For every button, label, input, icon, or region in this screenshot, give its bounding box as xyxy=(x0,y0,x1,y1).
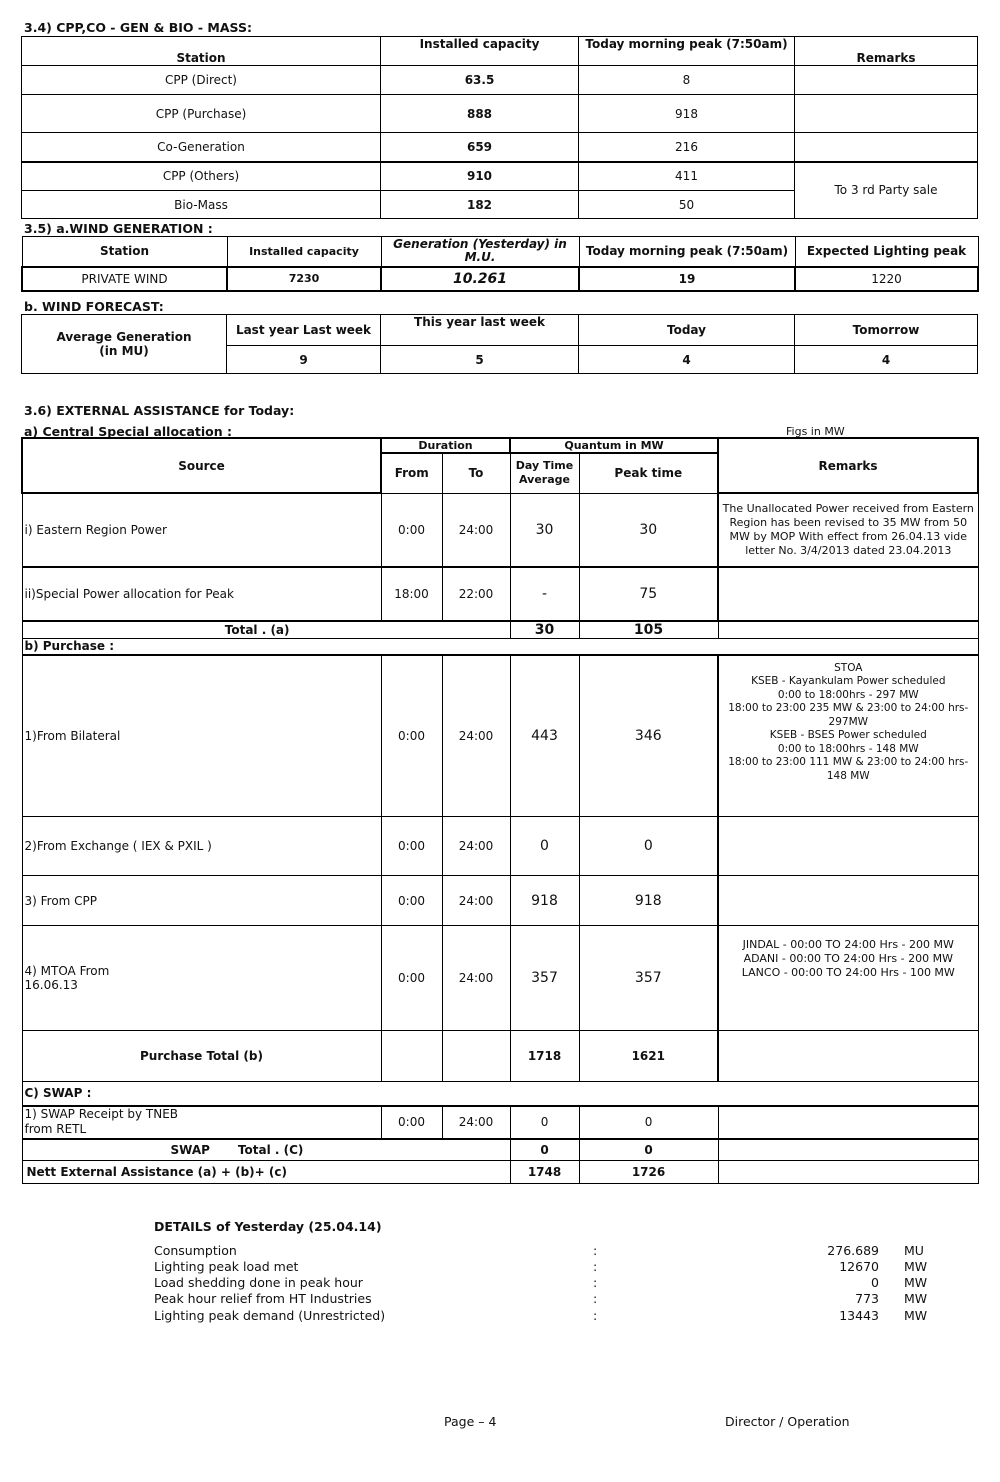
avg-cell: 0 xyxy=(510,817,579,876)
section-3-4-heading: 3.4) CPP,CO - GEN & BIO - MASS: xyxy=(24,20,252,35)
col-station: Station xyxy=(22,37,381,66)
empty-cell xyxy=(442,1031,510,1082)
details-heading: DETAILS of Yesterday (25.04.14) xyxy=(154,1219,382,1234)
col-today: Today xyxy=(579,315,795,346)
empty-cell xyxy=(718,817,978,876)
col-installed: Installed capacity xyxy=(381,37,579,66)
details-value: 773 xyxy=(855,1291,879,1306)
from-cell: 18:00 xyxy=(381,567,442,621)
col-source: Source xyxy=(22,438,381,493)
details-unit: MW xyxy=(904,1308,928,1323)
empty-cell xyxy=(718,1161,978,1184)
table-row xyxy=(22,267,978,291)
table-row xyxy=(22,95,978,133)
table-row xyxy=(22,876,978,926)
col-generation: Generation (Yesterday) in M.U. xyxy=(381,237,579,267)
forecast-value: 9 xyxy=(227,346,381,374)
from-cell: 0:00 xyxy=(381,817,442,876)
nett-peak: 1726 xyxy=(579,1161,718,1184)
col-remarks: Remarks xyxy=(795,37,978,66)
to-cell: 22:00 xyxy=(442,567,510,621)
swap-heading: C) SWAP : xyxy=(22,1082,978,1106)
station-name: CPP (Direct) xyxy=(22,66,381,95)
wind-forecast-table xyxy=(21,314,978,374)
station-name: CPP (Others) xyxy=(22,162,381,191)
to-cell: 24:00 xyxy=(442,493,510,567)
details-label: Peak hour relief from HT Industries xyxy=(154,1291,372,1306)
section-row xyxy=(22,1082,978,1106)
wind-forecast-heading: b. WIND FORECAST: xyxy=(24,299,164,314)
source-cell: 4) MTOA From 16.06.13 xyxy=(22,926,381,1031)
peak-cell: 918 xyxy=(579,876,718,926)
table-header-row xyxy=(22,315,978,346)
total-b-avg: 1718 xyxy=(510,1031,579,1082)
remarks-line: KSEB - Kayankulam Power scheduled xyxy=(751,675,946,687)
col-last-year: Last year Last week xyxy=(227,315,381,346)
to-cell: 24:00 xyxy=(442,926,510,1031)
source-cell: i) Eastern Region Power xyxy=(22,493,381,567)
table-row xyxy=(22,1106,978,1139)
col-peak: Today morning peak (7:50am) xyxy=(579,37,795,66)
installed-value: 910 xyxy=(381,162,579,191)
generation-value: 10.261 xyxy=(381,267,579,291)
details-value: 276.689 xyxy=(827,1243,879,1258)
table-header-row xyxy=(22,237,978,267)
peak-cell: 346 xyxy=(579,655,718,817)
lighting-value: 1220 xyxy=(795,267,978,291)
total-c-avg: 0 xyxy=(510,1139,579,1161)
details-unit: MW xyxy=(904,1275,928,1290)
remarks-line: JINDAL - 00:00 TO 24:00 Hrs - 200 MW xyxy=(742,938,954,951)
total-c-peak: 0 xyxy=(579,1139,718,1161)
avg-cell: - xyxy=(510,567,579,621)
to-cell: 24:00 xyxy=(442,817,510,876)
peak-cell: 75 xyxy=(579,567,718,621)
peak-value: 918 xyxy=(579,95,795,133)
forecast-value: 4 xyxy=(795,346,978,374)
peak-value: 8 xyxy=(579,66,795,95)
col-from: From xyxy=(381,453,442,493)
section-row xyxy=(22,639,978,655)
installed-value: 7230 xyxy=(227,267,381,291)
col-peak-time: Peak time xyxy=(579,453,718,493)
peak-value: 411 xyxy=(579,162,795,191)
source-cell: ii)Special Power allocation for Peak xyxy=(22,567,381,621)
col-tomorrow: Tomorrow xyxy=(795,315,978,346)
remarks-line: KSEB - BSES Power scheduled xyxy=(769,729,927,741)
remarks-cell xyxy=(718,655,978,817)
total-row xyxy=(22,1139,978,1161)
col-station: Station xyxy=(22,237,227,267)
col-remarks: Remarks xyxy=(718,438,978,493)
details-unit: MW xyxy=(904,1259,928,1274)
remarks-line: 0:00 to 18:00hrs - 148 MW xyxy=(777,742,919,755)
col-quantum: Quantum in MW xyxy=(510,438,718,453)
installed-value: 63.5 xyxy=(381,66,579,95)
details-sep: : xyxy=(593,1275,598,1290)
details-label: Load shedding done in peak hour xyxy=(154,1275,363,1290)
swap-label: SWAP xyxy=(170,1142,210,1157)
central-allocation-heading: a) Central Special allocation : xyxy=(24,424,232,439)
station-name: Co-Generation xyxy=(22,133,381,162)
total-row xyxy=(22,1161,978,1184)
col-installed: Installed capacity xyxy=(227,237,381,267)
avg-cell: 918 xyxy=(510,876,579,926)
to-cell: 24:00 xyxy=(442,655,510,817)
details-value: 12670 xyxy=(839,1259,879,1274)
peak-cell: 30 xyxy=(579,493,718,567)
total-c-label xyxy=(22,1139,510,1161)
forecast-value: 4 xyxy=(579,346,795,374)
total-row xyxy=(22,1031,978,1082)
table-row xyxy=(22,655,978,817)
section-3-5-heading: 3.5) a.WIND GENERATION : xyxy=(24,221,213,236)
col-to: To xyxy=(442,453,510,493)
peak-value: 50 xyxy=(579,191,795,219)
remarks-cell xyxy=(795,95,978,133)
purchase-heading: b) Purchase : xyxy=(22,639,978,655)
peak-cell: 0 xyxy=(579,817,718,876)
installed-value: 182 xyxy=(381,191,579,219)
section-3-6-heading: 3.6) EXTERNAL ASSISTANCE for Today: xyxy=(24,403,295,418)
table-row xyxy=(22,926,978,1031)
remarks-cell: The Unallocated Power received from Eastern Region has been revised to 35 MW from 50 MW by MOP With effect from 26.04.13 vide letter No. 3/4/2013 dated 23.04.2013 xyxy=(718,493,978,567)
source-cell: 1) SWAP Receipt by TNEB from RETL xyxy=(22,1106,381,1139)
table-row xyxy=(22,66,978,95)
details-sep: : xyxy=(593,1243,598,1258)
avg-cell: 357 xyxy=(510,926,579,1031)
source-cell: 3) From CPP xyxy=(22,876,381,926)
to-cell: 24:00 xyxy=(442,1106,510,1139)
forecast-value: 5 xyxy=(381,346,579,374)
remarks-line: 0:00 to 18:00hrs - 297 MW xyxy=(777,688,919,701)
total-a-label: Total . (a) xyxy=(22,621,510,639)
empty-cell xyxy=(718,876,978,926)
source-cell: 1)From Bilateral xyxy=(22,655,381,817)
col-this-year: This year last week xyxy=(381,315,579,346)
details-label: Lighting peak load met xyxy=(154,1259,299,1274)
wind-generation-table xyxy=(21,236,979,292)
remarks-line: ADANI - 00:00 TO 24:00 Hrs - 200 MW xyxy=(743,952,953,965)
installed-value: 888 xyxy=(381,95,579,133)
peak-cell: 0 xyxy=(579,1106,718,1139)
details-row xyxy=(154,1243,929,1259)
peak-cell: 357 xyxy=(579,926,718,1031)
empty-cell xyxy=(381,1031,442,1082)
nett-avg: 1748 xyxy=(510,1161,579,1184)
details-unit: MU xyxy=(904,1243,924,1258)
nett-label: Nett External Assistance (a) + (b)+ (c) xyxy=(22,1161,510,1184)
details-unit: MW xyxy=(904,1291,928,1306)
remarks-cell xyxy=(718,567,978,621)
total-b-label: Purchase Total (b) xyxy=(22,1031,381,1082)
remarks-line: 18:00 to 23:00 111 MW & 23:00 to 24:00 hrs- 148 MW xyxy=(728,756,969,782)
remarks-cell xyxy=(795,66,978,95)
avg-cell: 0 xyxy=(510,1106,579,1139)
remarks-line: LANCO - 00:00 TO 24:00 Hrs - 100 MW xyxy=(741,966,955,979)
remarks-cell xyxy=(795,133,978,162)
page-number: Page – 4 xyxy=(444,1414,497,1429)
col-peak: Today morning peak (7:50am) xyxy=(579,237,795,267)
total-a-peak: 105 xyxy=(579,621,718,639)
from-cell: 0:00 xyxy=(381,926,442,1031)
from-cell: 0:00 xyxy=(381,1106,442,1139)
empty-cell xyxy=(718,1031,978,1082)
avg-generation-label: Average Generation (in MU) xyxy=(22,315,227,374)
external-assistance-table xyxy=(21,437,979,1184)
station-name: PRIVATE WIND xyxy=(22,267,227,291)
details-value: 13443 xyxy=(839,1308,879,1323)
signatory: Director / Operation xyxy=(725,1414,850,1429)
installed-value: 659 xyxy=(381,133,579,162)
table-row xyxy=(22,493,978,567)
total-c-text: Total . (C) xyxy=(237,1142,304,1157)
table-row xyxy=(22,567,978,621)
table-row xyxy=(22,817,978,876)
details-row xyxy=(154,1275,929,1291)
empty-cell xyxy=(718,1139,978,1161)
col-day-average: Day Time Average xyxy=(510,453,579,493)
details-label: Lighting peak demand (Unrestricted) xyxy=(154,1308,386,1323)
remarks-line: STOA xyxy=(834,661,863,674)
remarks-line: 18:00 to 23:00 235 MW & 23:00 to 24:00 hrs- 297MW xyxy=(728,702,969,728)
peak-value: 216 xyxy=(579,133,795,162)
details-sep: : xyxy=(593,1259,598,1274)
from-cell: 0:00 xyxy=(381,655,442,817)
source-cell: 2)From Exchange ( IEX & PXIL ) xyxy=(22,817,381,876)
table-header-row xyxy=(22,37,978,66)
empty-cell xyxy=(718,621,978,639)
details-value: 0 xyxy=(871,1275,879,1290)
avg-cell: 30 xyxy=(510,493,579,567)
from-cell: 0:00 xyxy=(381,493,442,567)
col-duration: Duration xyxy=(381,438,510,453)
col-lighting: Expected Lighting peak xyxy=(795,237,978,267)
remarks-cell: To 3 rd Party sale xyxy=(795,162,978,219)
details-label: Consumption xyxy=(154,1243,237,1258)
table-header-row xyxy=(22,438,978,453)
from-cell: 0:00 xyxy=(381,876,442,926)
total-row xyxy=(22,621,978,639)
details-row xyxy=(154,1291,929,1307)
table-row xyxy=(22,133,978,162)
to-cell: 24:00 xyxy=(442,876,510,926)
table-row xyxy=(22,162,978,191)
total-a-avg: 30 xyxy=(510,621,579,639)
details-row xyxy=(154,1308,929,1324)
details-row xyxy=(154,1259,929,1275)
remarks-cell xyxy=(718,926,978,1031)
empty-cell xyxy=(718,1106,978,1139)
peak-value: 19 xyxy=(579,267,795,291)
details-sep: : xyxy=(593,1308,598,1323)
station-name: Bio-Mass xyxy=(22,191,381,219)
avg-cell: 443 xyxy=(510,655,579,817)
cpp-table xyxy=(21,36,978,219)
total-b-peak: 1621 xyxy=(579,1031,718,1082)
figs-unit-note: Figs in MW xyxy=(786,425,845,438)
station-name: CPP (Purchase) xyxy=(22,95,381,133)
details-sep: : xyxy=(593,1291,598,1306)
